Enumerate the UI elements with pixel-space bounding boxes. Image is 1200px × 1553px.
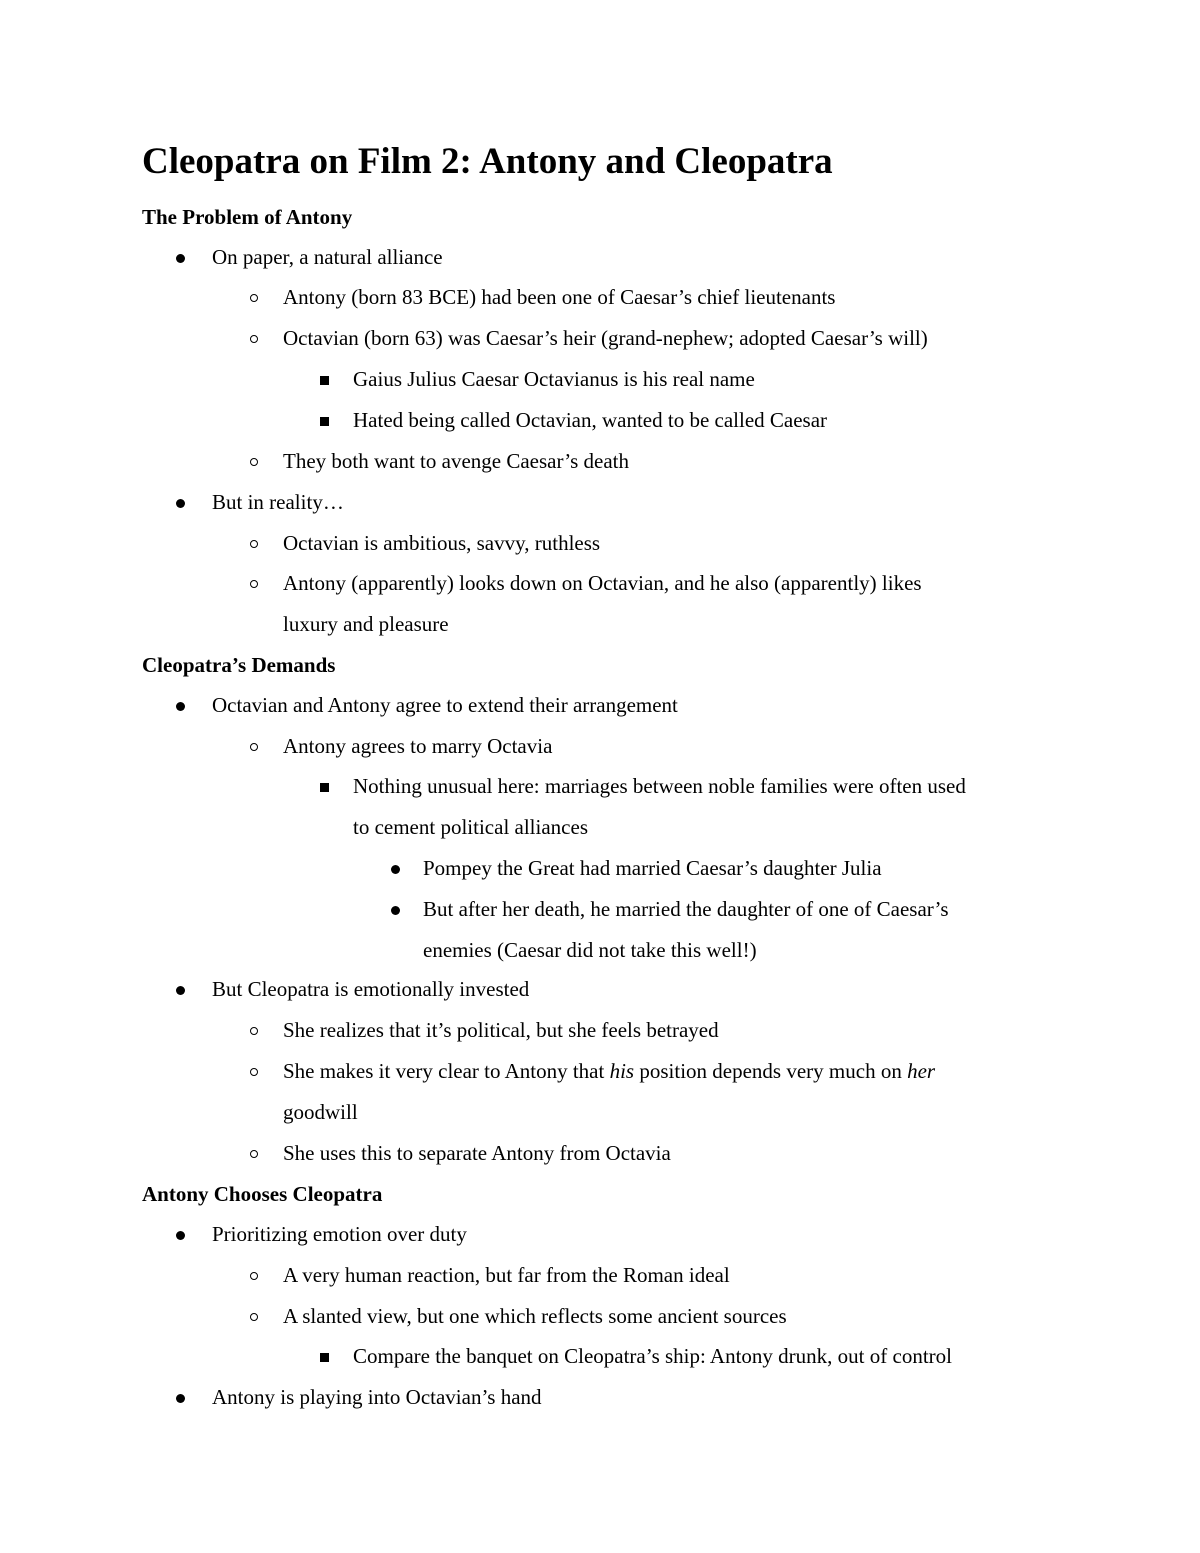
list-item-level-2: Antony agrees to marry Octavia — [283, 734, 553, 758]
list-item-level-3: Gaius Julius Caesar Octavianus is his real name — [353, 367, 755, 391]
emphasis-text: her — [907, 1059, 936, 1083]
list-item-level-1: On paper, a natural alliance — [212, 245, 443, 269]
section-heading: Antony Chooses Cleopatra — [142, 1182, 383, 1206]
list-item-level-2 — [283, 1051, 935, 1092]
bullet-circle-icon — [250, 1027, 258, 1035]
list-item-level-1: But in reality… — [212, 490, 344, 514]
list-item-level-3: Compare the banquet on Cleopatra’s ship: Antony drunk, out of control — [353, 1344, 952, 1368]
list-item-continuation: luxury and pleasure — [283, 612, 449, 636]
bullet-circle-icon — [250, 1150, 258, 1158]
list-item-continuation: to cement political alliances — [353, 815, 588, 839]
bullet-square-icon — [320, 417, 329, 426]
list-item-level-4: Pompey the Great had married Caesar’s daughter Julia — [423, 856, 882, 880]
bullet-circle-icon — [250, 335, 258, 343]
bullet-square-icon — [320, 783, 329, 792]
emphasis-text: his — [609, 1059, 635, 1083]
list-item-level-2: A very human reaction, but far from the Roman ideal — [283, 1263, 730, 1287]
list-item-level-2: A slanted view, but one which reflects some ancient sources — [283, 1304, 787, 1328]
item-text: position depends very much on — [634, 1059, 908, 1083]
bullet-square-icon — [320, 1353, 329, 1362]
bullet-disc-icon — [176, 1394, 185, 1403]
bullet-square-icon — [320, 376, 329, 385]
list-item-continuation: enemies (Caesar did not take this well!) — [423, 938, 757, 962]
section-heading: Cleopatra’s Demands — [142, 653, 336, 677]
list-item-level-2: She uses this to separate Antony from Octavia — [283, 1141, 671, 1165]
list-item-level-1: But Cleopatra is emotionally invested — [212, 977, 530, 1001]
bullet-disc-icon — [176, 499, 185, 508]
bullet-disc-icon — [176, 1231, 185, 1240]
bullet-disc-icon — [176, 986, 185, 995]
page-title: Cleopatra on Film 2: Antony and Cleopatra — [142, 141, 833, 182]
list-item-level-2: Antony (born 83 BCE) had been one of Caesar’s chief lieutenants — [283, 285, 836, 309]
bullet-circle-icon — [250, 1068, 258, 1076]
bullet-disc-icon — [176, 254, 185, 263]
bullet-circle-icon — [250, 294, 258, 302]
list-item-level-3: Hated being called Octavian, wanted to be called Caesar — [353, 408, 828, 432]
list-item-level-2: Antony (apparently) looks down on Octavian, and he also (apparently) likes — [283, 571, 922, 595]
bullet-circle-icon — [250, 1313, 258, 1321]
bullet-circle-icon — [250, 743, 258, 751]
bullet-circle-icon — [250, 1272, 258, 1280]
list-item-level-1: Octavian and Antony agree to extend their arrangement — [212, 693, 678, 717]
bullet-disc-icon — [391, 865, 400, 874]
list-item-level-1: Prioritizing emotion over duty — [212, 1222, 467, 1246]
item-text: She makes it very clear to Antony that — [283, 1059, 610, 1083]
list-item-level-2: Octavian is ambitious, savvy, ruthless — [283, 531, 601, 555]
bullet-disc-icon — [176, 702, 185, 711]
list-item-continuation: goodwill — [283, 1100, 358, 1124]
section-heading: The Problem of Antony — [142, 205, 353, 229]
list-item-level-2: They both want to avenge Caesar’s death — [283, 449, 629, 473]
list-item-level-2: Octavian (born 63) was Caesar’s heir (grand-nephew; adopted Caesar’s will) — [283, 326, 928, 350]
list-item-level-4: But after her death, he married the daughter of one of Caesar’s — [423, 897, 949, 921]
bullet-circle-icon — [250, 580, 258, 588]
list-item-level-1: Antony is playing into Octavian’s hand — [212, 1385, 542, 1409]
bullet-circle-icon — [250, 458, 258, 466]
bullet-disc-icon — [391, 906, 400, 915]
bullet-circle-icon — [250, 540, 258, 548]
list-item-level-3: Nothing unusual here: marriages between noble families were often used — [353, 774, 966, 798]
list-item-level-2: She realizes that it’s political, but she feels betrayed — [283, 1018, 719, 1042]
